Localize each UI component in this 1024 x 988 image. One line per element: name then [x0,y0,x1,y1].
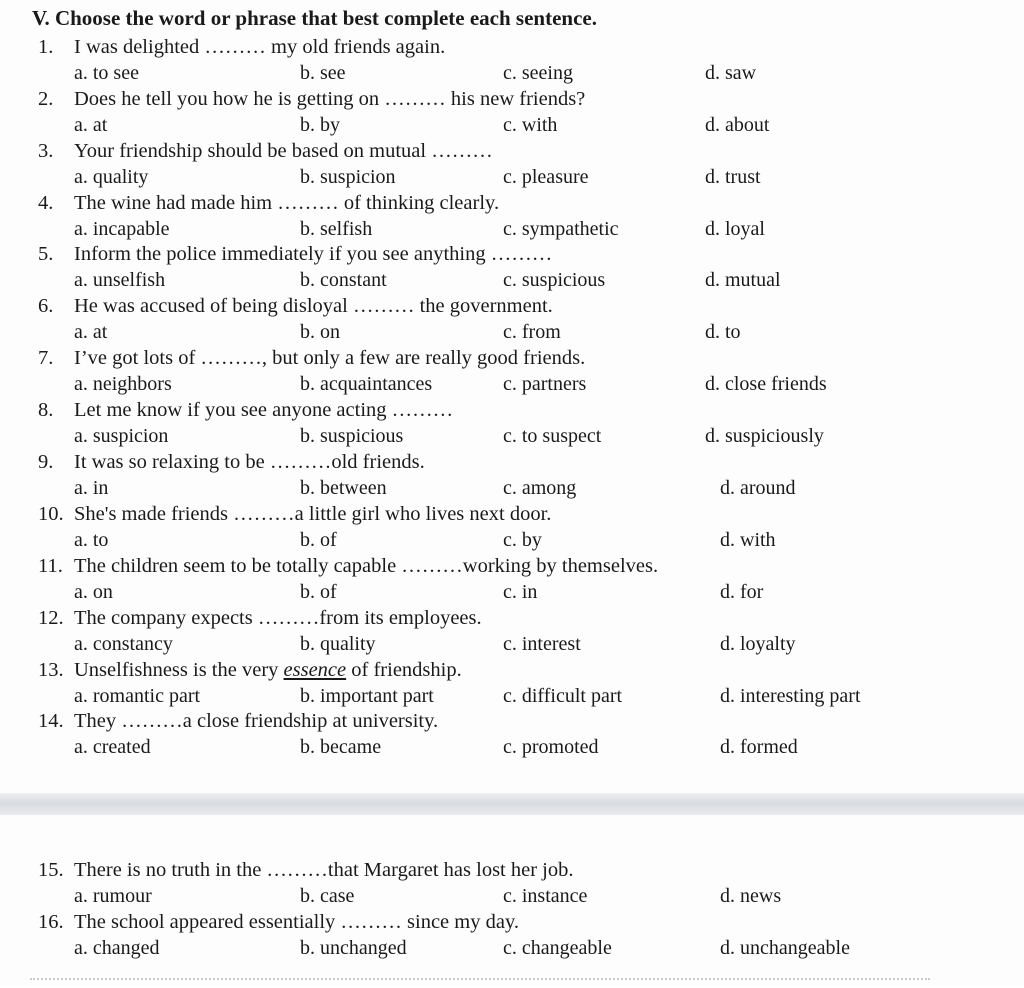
option-a: a. unselfish [74,269,166,291]
option-d: d. close friends [705,373,827,395]
question-text: The company expects ………from its employees. [74,607,482,629]
option-d: d. unchangeable [720,937,850,959]
option-a: a. on [74,581,113,603]
option-a: a. neighbors [74,373,172,395]
option-a: a. romantic part [74,685,201,707]
option-b: b. by [300,114,340,136]
option-b: b. unchanged [300,937,407,959]
question-5 [0,241,1024,293]
option-b: b. became [300,736,382,758]
question-11 [0,553,1024,605]
question-text: The wine had made him ……… of thinking clearly. [74,192,500,214]
question-stem [38,190,499,216]
option-d: d. loyal [705,218,765,240]
question-text: Your friendship should be based on mutual ……… [74,140,493,162]
option-b: b. on [300,321,340,343]
question-number: 8. [38,399,54,421]
option-d: d. loyalty [720,633,796,655]
question-13 [0,657,1024,709]
question-10 [0,501,1024,553]
cut-off-line [30,978,930,988]
question-stem [38,138,493,164]
question-text: They ………a close friendship at university. [74,710,439,732]
question-text: Unselfishness is the very [74,659,279,681]
option-a: a. constancy [74,633,173,655]
option-b: b. between [300,477,387,499]
option-d: d. for [720,581,764,603]
question-number: 9. [38,451,54,473]
question-text: It was so relaxing to be ………old friends. [74,451,425,473]
underlined-word: essence [283,659,347,681]
question-2 [0,86,1024,138]
option-c: c. promoted [503,736,599,758]
question-number: 4. [38,192,54,214]
question-stem [38,657,462,683]
option-b: b. see [300,62,346,84]
question-text: She's made friends ………a little girl who lives next door. [74,503,552,525]
question-stem [38,605,482,631]
option-c: c. to suspect [503,425,602,447]
question-text: Inform the police immediately if you see anything ……… [74,243,553,265]
option-b: b. of [300,529,337,551]
question-7 [0,345,1024,397]
question-12 [0,605,1024,657]
option-c: c. partners [503,373,587,395]
option-c: c. changeable [503,937,612,959]
question-number: 11. [38,555,63,577]
question-stem [38,345,585,371]
option-d: d. suspiciously [705,425,824,447]
option-c: c. suspicious [503,269,606,291]
question-6 [0,293,1024,345]
question-15 [0,857,1024,909]
question-stem [38,553,658,579]
question-number: 6. [38,295,54,317]
question-9 [0,449,1024,501]
option-b: b. constant [300,269,387,291]
question-stem [38,449,425,475]
option-d: d. around [720,477,796,499]
question-number: 13. [38,659,64,681]
question-text: There is no truth in the ………that Margaret has lost her job. [74,859,574,881]
option-a: a. suspicion [74,425,169,447]
option-d: d. to [705,321,741,343]
option-a: a. to [74,529,109,551]
option-a: a. changed [74,937,160,959]
option-c: c. interest [503,633,581,655]
question-stem [38,909,519,935]
option-b: b. of [300,581,337,603]
option-c: c. seeing [503,62,573,84]
question-number: 1. [38,36,54,58]
option-d: d. with [720,529,776,551]
question-stem [38,501,551,527]
question-4 [0,190,1024,242]
option-c: c. sympathetic [503,218,619,240]
option-b: b. important part [300,685,434,707]
option-b: b. acquaintances [300,373,433,395]
question-stem [38,241,552,267]
option-d: d. mutual [705,269,781,291]
option-c: c. among [503,477,577,499]
question-14 [0,708,1024,760]
question-number: 12. [38,607,64,629]
option-c: c. with [503,114,558,136]
option-b: b. suspicion [300,166,396,188]
option-a: a. to see [74,62,139,84]
option-a: a. at [74,321,108,343]
option-d: d. news [720,885,782,907]
option-a: a. rumour [74,885,152,907]
question-text-end: of friendship. [351,659,462,681]
question-number: 16. [38,911,64,933]
option-c: c. difficult part [503,685,623,707]
option-b: b. case [300,885,355,907]
question-text: Does he tell you how he is getting on ……… his new friends? [74,88,586,110]
page-divider [0,793,1024,815]
option-a: a. at [74,114,108,136]
option-a: a. created [74,736,151,758]
question-stem [38,293,553,319]
option-d: d. trust [705,166,761,188]
question-number: 7. [38,347,54,369]
option-d: d. about [705,114,770,136]
question-text: He was accused of being disloyal ……… the government. [74,295,553,317]
question-number: 14. [38,710,64,732]
question-text: The school appeared essentially ……… since my day. [74,911,519,933]
question-stem [38,86,585,112]
question-stem [38,34,445,60]
option-d: d. formed [720,736,798,758]
question-16 [0,909,1024,961]
question-text: The children seem to be totally capable ………working by themselves. [74,555,659,577]
question-text: I was delighted ……… my old friends again. [74,36,446,58]
option-c: c. instance [503,885,588,907]
question-3 [0,138,1024,190]
exercise-heading: V. Choose the word or phrase that best complete each sentence. [32,6,597,30]
option-d: d. saw [705,62,757,84]
option-c: c. by [503,529,542,551]
question-number: 10. [38,503,64,525]
question-1 [0,34,1024,86]
question-text: I’ve got lots of ………, but only a few are really good friends. [74,347,586,369]
option-a: a. in [74,477,109,499]
question-stem [38,708,438,734]
question-number: 15. [38,859,64,881]
question-stem [38,397,453,423]
option-c: c. in [503,581,538,603]
question-stem [38,857,574,883]
option-c: c. from [503,321,561,343]
option-b: b. quality [300,633,376,655]
question-number: 2. [38,88,54,110]
question-number: 3. [38,140,54,162]
option-d: d. interesting part [720,685,861,707]
option-b: b. suspicious [300,425,404,447]
option-c: c. pleasure [503,166,589,188]
option-a: a. incapable [74,218,170,240]
question-text: Let me know if you see anyone acting ……… [74,399,454,421]
option-b: b. selfish [300,218,373,240]
option-a: a. quality [74,166,149,188]
question-number: 5. [38,243,54,265]
question-8 [0,397,1024,449]
